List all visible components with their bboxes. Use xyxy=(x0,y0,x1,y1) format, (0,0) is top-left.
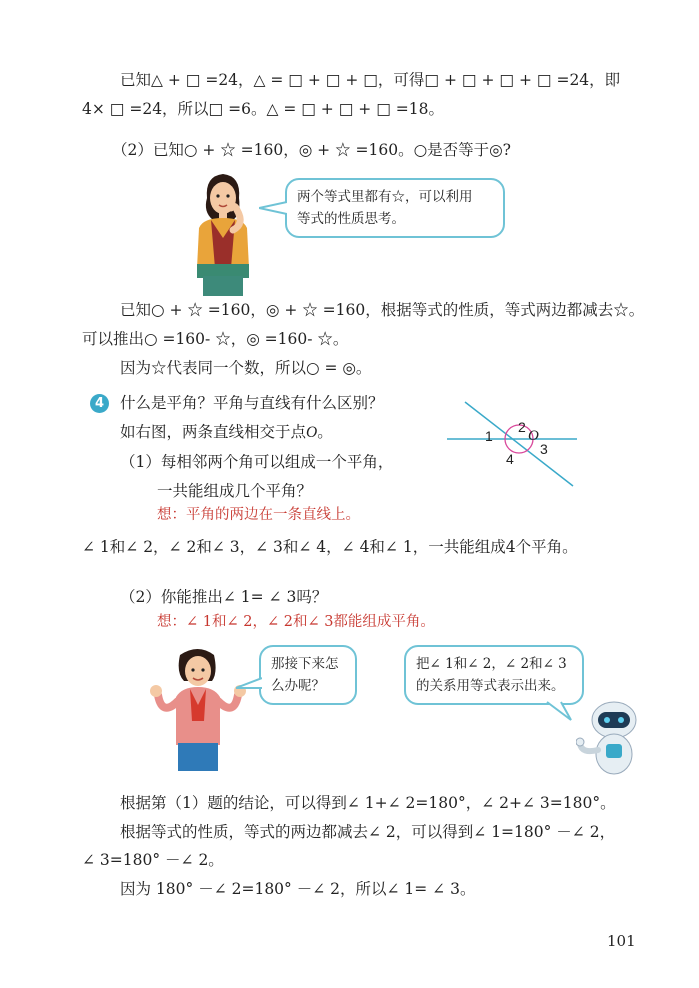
text-line: 根据第（1）题的结论，可以得到∠ 1+∠ 2=180°，∠ 2+∠ 3=180°。 xyxy=(120,794,616,812)
text-line: 因为☆代表同一个数，所以○ = ◎。 xyxy=(120,359,372,377)
bubble-line: 那接下来怎 xyxy=(271,656,339,672)
hint-text: 想：平角的两边在一条直线上。 xyxy=(157,507,360,523)
point-o-label: O xyxy=(306,424,318,441)
speech-bubble xyxy=(404,645,584,705)
exercise-number-badge: 4 xyxy=(90,394,109,413)
girl-illustration xyxy=(185,168,260,296)
intersecting-lines-diagram xyxy=(445,398,580,490)
slanted-line xyxy=(465,402,573,486)
text-line: 因为 180° －∠ 2=180° －∠ 2，所以∠ 1= ∠ 3。 xyxy=(120,880,476,898)
girl-waving-illustration xyxy=(148,645,248,775)
bubble-tail xyxy=(259,200,287,216)
text-line xyxy=(120,422,333,443)
bubble-line: 的关系用等式表示出来。 xyxy=(416,678,565,694)
text-line: 已知△ + □ =24，△ = □ + □ + □，可得□ + □ + □ + □ =24，即 xyxy=(120,71,621,89)
text-span: 如右图，两条直线相交于点 xyxy=(120,423,307,441)
angle-1-label: 1 xyxy=(485,428,493,444)
text-line: ∠ 3=180° －∠ 2。 xyxy=(82,851,224,869)
bubble-tail xyxy=(545,700,575,724)
speech-bubble xyxy=(259,645,357,705)
angle-4-label: 4 xyxy=(506,451,514,467)
hint-text: 想：∠ 1和∠ 2，∠ 2和∠ 3都能组成平角。 xyxy=(157,614,435,630)
bubble-line: 等式的性质思考。 xyxy=(297,211,405,227)
robot-illustration xyxy=(576,700,644,780)
page-number: 101 xyxy=(607,932,636,950)
bubble-line: 把∠ 1和∠ 2，∠ 2和∠ 3 xyxy=(416,656,567,672)
angle-2-label: 2 xyxy=(518,419,526,435)
text-span: 。 xyxy=(317,423,333,441)
exercise-4-question: 什么是平角？平角与直线有什么区别？ xyxy=(120,394,384,412)
bubble-line: 么办呢？ xyxy=(271,678,325,694)
text-line: 一共能组成几个平角？ xyxy=(157,482,313,500)
text-line: 4× □ =24，所以□ =6。△ = □ + □ + □ =18。 xyxy=(82,100,444,118)
exercise-4-q2: （2）你能推出∠ 1= ∠ 3吗？ xyxy=(120,588,328,606)
question-2: （2）已知○ + ☆ =160，◎ + ☆ =160。○是否等于◎? xyxy=(112,141,511,159)
bubble-line: 两个等式里都有☆，可以利用 xyxy=(297,189,473,205)
text-line: 根据等式的性质，等式的两边都减去∠ 2，可以得到∠ 1=180° －∠ 2， xyxy=(120,823,616,841)
answer-text: ∠ 1和∠ 2，∠ 2和∠ 3，∠ 3和∠ 4，∠ 4和∠ 1，一共能组成4个平角。 xyxy=(82,538,578,556)
text-line: 已知○ + ☆ =160，◎ + ☆ =160，根据等式的性质，等式两边都减去☆。 xyxy=(120,301,645,319)
bubble-tail xyxy=(236,676,262,692)
angle-3-label: 3 xyxy=(540,441,548,457)
speech-bubble xyxy=(285,178,505,238)
exercise-4-q1: （1）每相邻两个角可以组成一个平角， xyxy=(120,453,394,471)
text-line: 可以推出○ =160- ☆，◎ =160- ☆。 xyxy=(82,330,349,348)
point-o-diagram-label: O xyxy=(528,428,539,444)
